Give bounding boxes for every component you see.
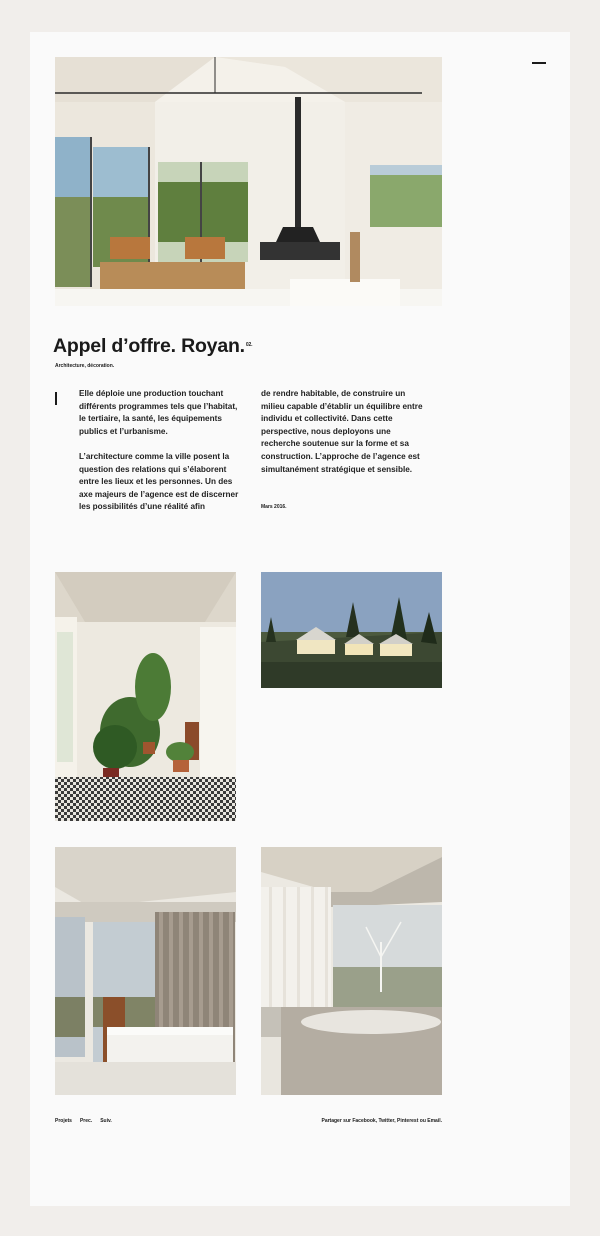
menu-icon[interactable]: [532, 62, 546, 64]
hero-photo[interactable]: [55, 57, 442, 306]
gallery-photo-bathroom[interactable]: [261, 847, 442, 1095]
project-date: Mars 2016.: [261, 504, 287, 510]
next-link[interactable]: Suiv.: [100, 1118, 112, 1124]
projects-link[interactable]: Projets: [55, 1118, 72, 1124]
gallery-photo-curtain-room[interactable]: [55, 847, 236, 1095]
quote-bar: [55, 392, 57, 405]
description-column-1: [79, 388, 241, 527]
share-links[interactable]: Partager sur Facebook, Twitter, Pinterest ou Email.: [321, 1118, 442, 1124]
gallery-photo-cabins[interactable]: [261, 572, 442, 688]
project-subtitle: Architecture, décoration.: [55, 363, 115, 369]
description-paragraph: Elle déploie une production touchant différents programmes tels que l’habitat, le tertiaire, la santé, les équipements publics et l’urbanisme.: [79, 389, 238, 436]
project-title-text: Appel d’offre. Royan.: [53, 335, 245, 357]
gallery-photo-plants[interactable]: [55, 572, 236, 821]
project-number: 02.: [245, 342, 253, 348]
description-paragraph: de rendre habitable, de construire un milieu capable d’établir un équilibre entre individu et collectivité. Dans cette perspective, nous deployons une recherche soutenue sur la forme et sa construction. L’approche de l’agence est simultanément stratégique et sensible.: [261, 389, 423, 474]
project-title: [53, 334, 252, 358]
project-card: [30, 32, 570, 1206]
footer-navigation: [55, 1118, 112, 1124]
description-paragraph: L’architecture comme la ville posent la question des relations qui s’élaborent entre les lieux et les personnes. Un des axe majeurs de l’agence est de discerner les possibilités d’une réalité afin: [79, 451, 239, 512]
prev-link[interactable]: Prec.: [79, 1118, 93, 1124]
description-column-2: [261, 388, 423, 489]
